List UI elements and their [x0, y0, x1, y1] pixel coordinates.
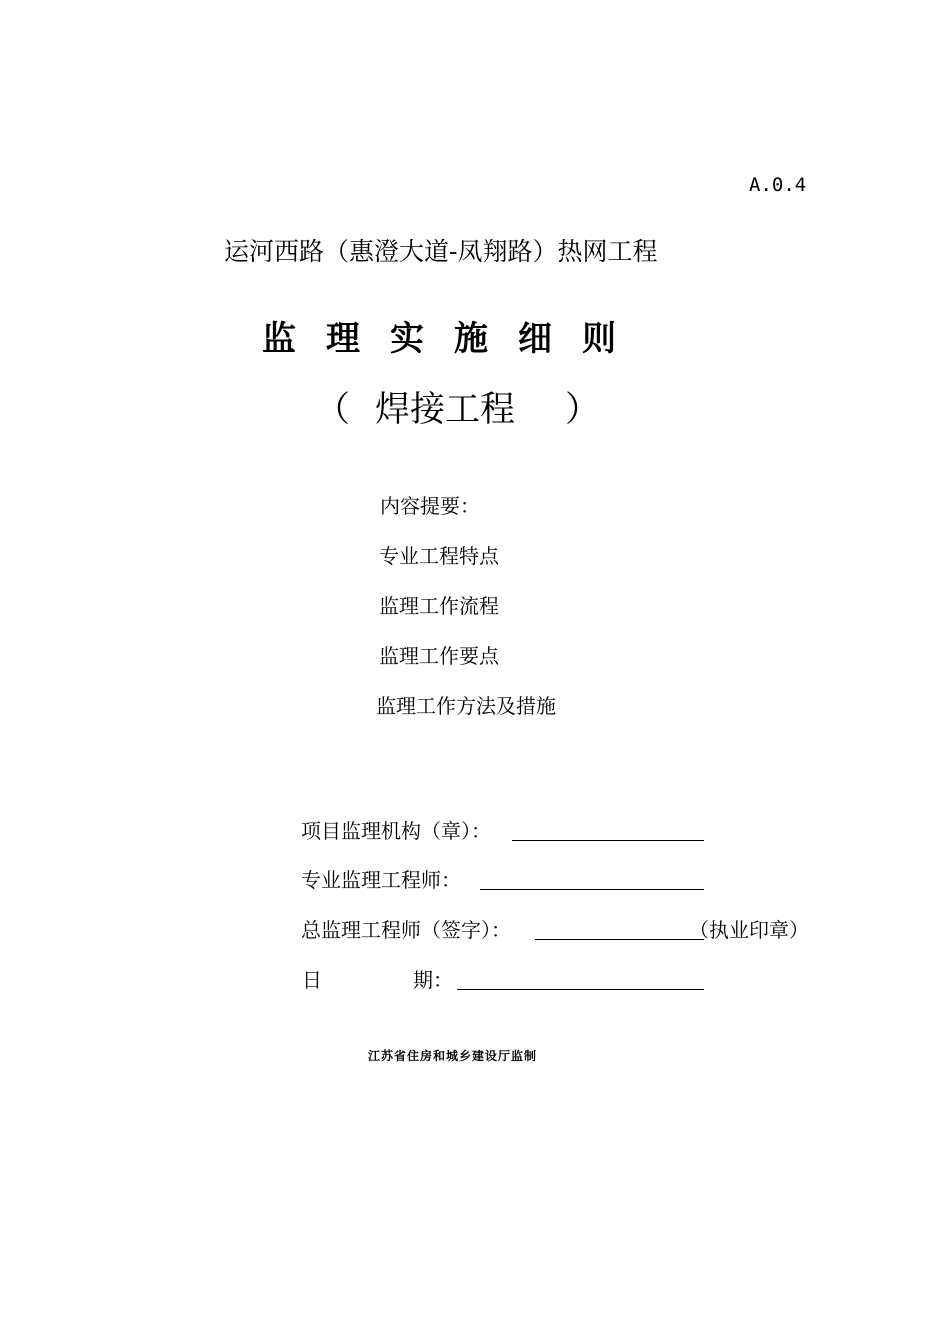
- engineer-line: [480, 889, 704, 890]
- chief-engineer-line: [535, 939, 704, 940]
- seal-note: （执业印章）: [689, 918, 809, 942]
- subtitle: [315, 382, 615, 430]
- org-seal-label: 项目监理机构（章）：: [301, 819, 491, 843]
- document-title: 监理实施细则: [262, 319, 646, 359]
- contents-heading: 内容提要：: [380, 494, 480, 518]
- contents-item: 监理工作方法及措施: [376, 694, 556, 718]
- contents-item: 专业工程特点: [379, 544, 499, 568]
- contents-item: 监理工作流程: [379, 594, 499, 618]
- subtitle-open-paren: （: [315, 390, 351, 430]
- date-label: 期：: [413, 968, 453, 992]
- subtitle-close-paren: ）: [565, 390, 601, 430]
- org-seal-line: [512, 840, 704, 841]
- form-code: A.0.4: [749, 174, 807, 196]
- date-line: [457, 989, 704, 990]
- contents-item: 监理工作要点: [379, 644, 499, 668]
- subtitle-text: 焊接工程: [375, 390, 516, 430]
- date-label-char: 日: [302, 968, 322, 992]
- issuer-note: 江苏省住房和城乡建设厅监制: [368, 1049, 538, 1063]
- project-name: 运河西路（惠澄大道-凤翔路）热网工程: [224, 237, 658, 266]
- chief-engineer-label: 总监理工程师（签字）：: [301, 918, 511, 942]
- engineer-label: 专业监理工程师：: [301, 868, 461, 892]
